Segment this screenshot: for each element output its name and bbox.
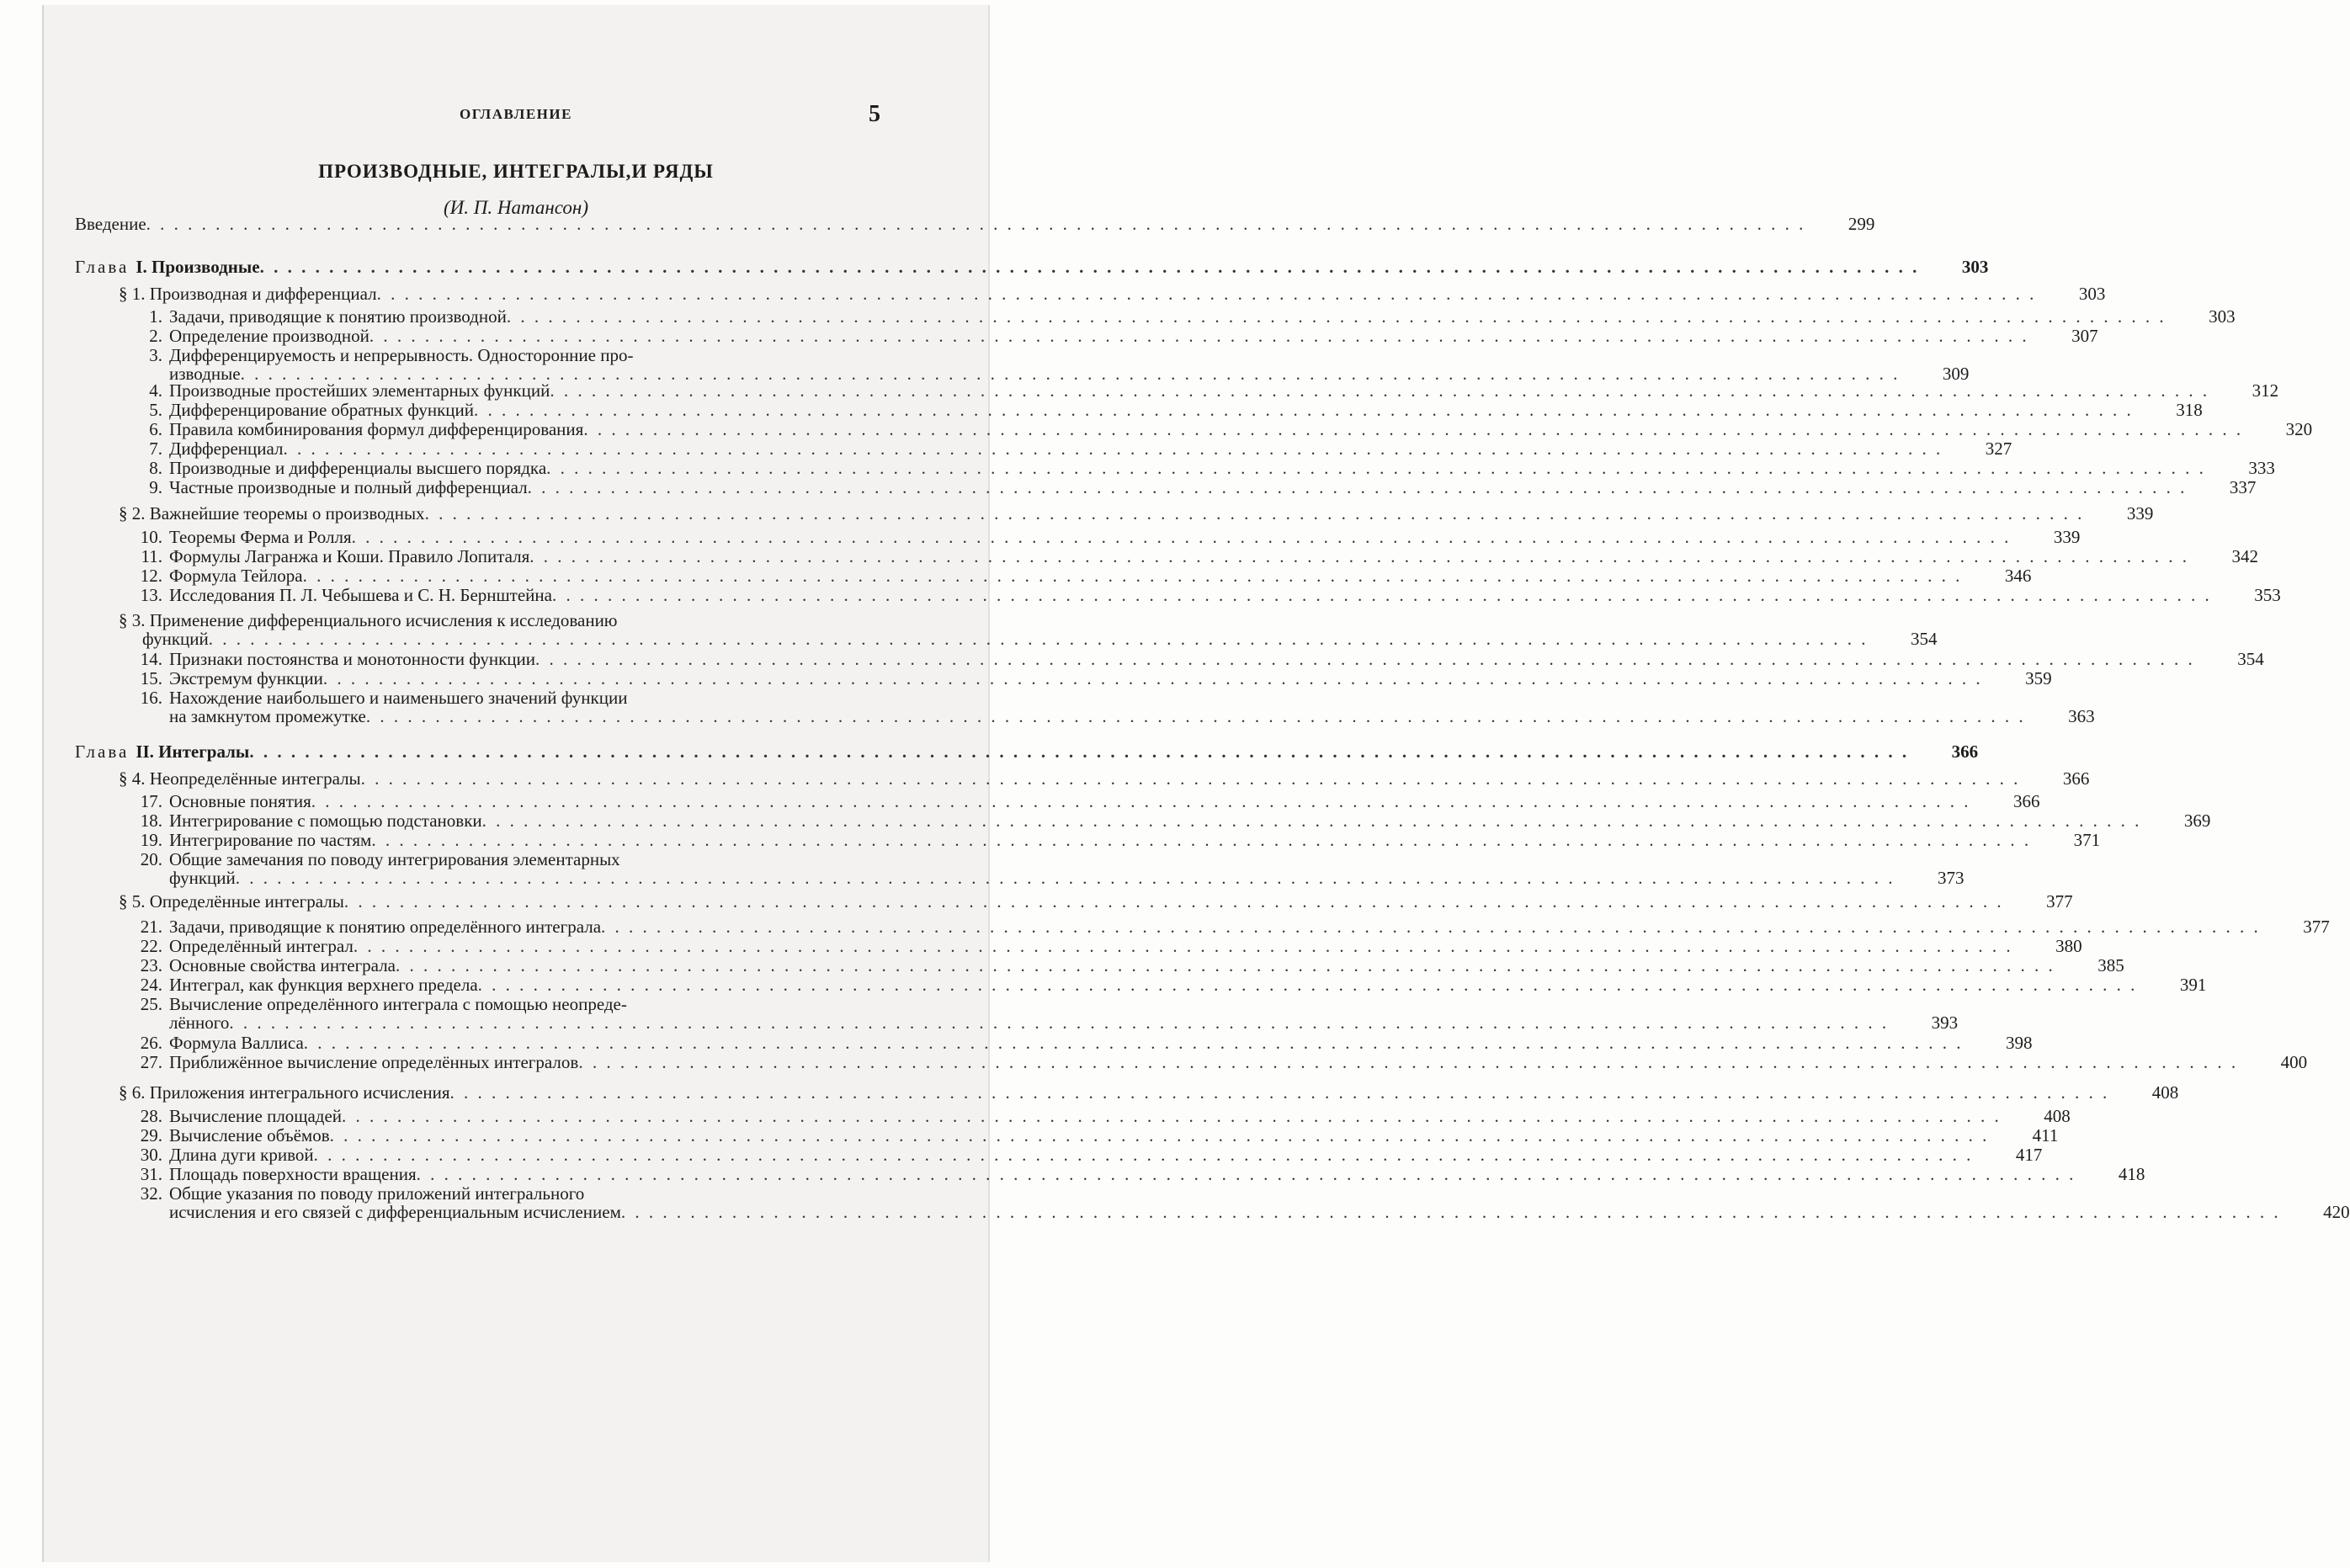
running-head: ОГЛАВЛЕНИЕ bbox=[460, 106, 572, 122]
toc-entry-item bbox=[125, 527, 2081, 547]
page-ref: 363 bbox=[2068, 706, 2095, 726]
entry-title: Вычисление объёмов bbox=[169, 1125, 330, 1145]
page-ref: 380 bbox=[2055, 936, 2082, 956]
toc-entry-item bbox=[125, 955, 2124, 975]
toc-entry-item bbox=[125, 546, 2259, 566]
entry-title: Дифференцирование обратных функций bbox=[169, 400, 474, 420]
toc-entry-item bbox=[125, 936, 2082, 956]
page-ref: 408 bbox=[2044, 1106, 2071, 1126]
entry-title: I. Производные bbox=[136, 257, 260, 277]
page-ref: 339 bbox=[2053, 527, 2081, 547]
entry-title-continuation: лённого bbox=[169, 1013, 230, 1033]
toc-entry-item bbox=[125, 326, 2098, 346]
toc-entry-section bbox=[119, 503, 2154, 524]
page-ref: 385 bbox=[2097, 955, 2124, 975]
toc-entry-item bbox=[125, 975, 2207, 995]
entry-title: Частные производные и полный дифференциал bbox=[169, 477, 528, 497]
entry-number: 4. bbox=[149, 380, 162, 401]
leader-dots: . . . . . . . . . . . . . . . . . . . . . . . . . . . . . . . . . . . . . . . . . . . . . . . . . . . . . . . . . . . . . . . . . . . . . . . . . . . . . . . . . . . . . . . . . . . . . . . . . . . . . . . . . . . . . . . . . . . . . . . . bbox=[474, 400, 2134, 420]
toc-entry-item bbox=[125, 585, 2281, 605]
leader-dots: . . . . . . . . . . . . . . . . . . . . . . . . . . . . . . . . . . . . . . . . . . . . . . . . . . . . . . . . . . . . . . . . . . . . . . . . . . . . . . . . . . . . . . . . . . . . . . . . . . . . . . . . . . . . . . . . . . . . . . . . bbox=[343, 891, 2004, 912]
leader-dots: . . . . . . . . . . . . . . . . . . . . . . . . . . . . . . . . . . . . . . . . . . . . . . . . . . . . . . . . . . . . . . . . . . . . . . . . . . . . . . . . . . . . . . . . . . . . . . . . . . . . . . . . . . . . . . . . . . . . . . . . bbox=[329, 1125, 1990, 1145]
toc-entry-item bbox=[125, 458, 2275, 478]
entry-title: § 6. Приложения интегрального исчисления bbox=[119, 1082, 450, 1103]
toc-entry-item bbox=[125, 1033, 2033, 1053]
page-ref: 318 bbox=[2176, 400, 2203, 420]
toc-entry-item bbox=[125, 668, 2052, 688]
entry-number: 7. bbox=[149, 439, 162, 459]
toc-entry-item bbox=[125, 1106, 2071, 1126]
leader-dots: . . . . . . . . . . . . . . . . . . . . . . . . . . . . . . . . . . . . . . . . . . . . . . . . . . . . . . . . . . . . . . . . . . . . . . . . . . . . . . . . . . . . . . . . . . . . . . . . . . . . . . . . . . . . . . . . . . . . . . . . bbox=[601, 917, 2261, 937]
toc-entry-item bbox=[125, 477, 2257, 497]
page-ref: 420 bbox=[2323, 1202, 2350, 1222]
entry-title: Длина дуги кривой bbox=[169, 1145, 314, 1165]
toc-entry-item bbox=[125, 994, 908, 1014]
leader-dots: . . . . . . . . . . . . . . . . . . . . . . . . . . . . . . . . . . . . . . . . . . . . . . . . . . . . . . . . . . . . . . . . . . . . . . . . . . . . . . . . . . . . . . . . . . . . . . . . . . . . . . . . . . . . . . . . . . . . . . . . bbox=[371, 830, 2032, 850]
toc-entry-item bbox=[125, 419, 2313, 439]
entry-number: 31. bbox=[140, 1164, 162, 1184]
page-ref: 408 bbox=[2151, 1082, 2179, 1103]
toc-entry-item bbox=[125, 688, 908, 708]
entry-title: Задачи, приводящие к понятию производной bbox=[169, 306, 507, 327]
toc-entry-continuation bbox=[169, 1013, 1959, 1033]
entry-title-continuation: исчисления и его связей с дифференциальным исчислением bbox=[169, 1202, 621, 1222]
toc-entry-item bbox=[125, 791, 2040, 811]
entry-number: 14. bbox=[140, 649, 162, 669]
page-ref: 393 bbox=[1931, 1013, 1959, 1033]
entry-title: § 4. Неопределённые интегралы bbox=[119, 768, 361, 789]
page-ref: 339 bbox=[2126, 503, 2154, 524]
toc-entry-section bbox=[119, 891, 2073, 912]
page-ref: 377 bbox=[2046, 891, 2073, 912]
toc-entry-section bbox=[119, 610, 908, 630]
leader-dots: . . . . . . . . . . . . . . . . . . . . . . . . . . . . . . . . . . . . . . . . . . . . . . . . . . . . . . . . . . . . . . . . . . . . . . . . . . . . . . . . . . . . . . . . . . . . . . . . . . . . . . . . . . . . . . . . . . . . . . . . bbox=[546, 458, 2206, 478]
page-ref: 312 bbox=[2252, 380, 2279, 401]
entry-title: Введение bbox=[75, 214, 146, 234]
leader-dots: . . . . . . . . . . . . . . . . . . . . . . . . . . . . . . . . . . . . . . . . . . . . . . . . . . . . . . . . . . . . . . . . . . . . . . . . . . . . . . . . . . . . . . . . . . . . . . . . . . . . . . . . . . . . . . . . . . . . . . . . bbox=[365, 706, 2026, 726]
entry-title: Приближённое вычисление определённых интегралов bbox=[169, 1052, 579, 1072]
entry-number: 10. bbox=[140, 527, 162, 547]
entry-title: Исследования П. Л. Чебышева и С. Н. Бернштейна bbox=[169, 585, 552, 605]
entry-title: Вычисление площадей bbox=[169, 1106, 343, 1126]
toc-entry-item bbox=[125, 1183, 908, 1204]
page-ref: 371 bbox=[2073, 830, 2101, 850]
entry-number: 17. bbox=[140, 791, 162, 811]
chapter-prefix: Глава bbox=[75, 257, 130, 277]
page-ref: 400 bbox=[2280, 1052, 2308, 1072]
entry-number: 15. bbox=[140, 668, 162, 688]
entry-title: Основные понятия bbox=[169, 791, 311, 811]
page-ref: 309 bbox=[1942, 364, 1970, 384]
entry-title: Производные и дифференциалы высшего порядка bbox=[169, 458, 547, 478]
entry-number: 24. bbox=[140, 975, 162, 995]
leader-dots: . . . . . . . . . . . . . . . . . . . . . . . . . . . . . . . . . . . . . . . . . . . . . . . . . . . . . . . . . . . . . . . . . . . . . . . . . . . . . . . . . . . . . . . . . . . . . . . . . . . . . . . . . . . . . . . . . . . . . . . . bbox=[229, 1013, 1890, 1033]
page-ref: 391 bbox=[2179, 975, 2207, 995]
page-ref: 299 bbox=[1848, 214, 1875, 234]
entry-title: Нахождение наибольшего и наименьшего значений функции bbox=[169, 688, 628, 708]
leader-dots: . . . . . . . . . . . . . . . . . . . . . . . . . . . . . . . . . . . . . . . . . . . . . . . . . . . . . . . . . . . . . . . . . . . . . . . . . . . . . . . . . . . . . . . . . . . . . . . . . . . . . . . . . . . . . . . . . . . . . . . . bbox=[283, 439, 1943, 459]
toc-entry-item bbox=[125, 917, 2330, 937]
toc-entry-chapter bbox=[75, 741, 1979, 762]
toc-entry-continuation bbox=[169, 1202, 2350, 1222]
leader-dots: . . . . . . . . . . . . . . . . . . . . . . . . . . . . . . . . . . . . . . . . . . . . . . . . . . . . . . . . . . . . . . . . . . . . . . . . . . . . . . . . . . . . . . . . . . . . . . . . . . . . . . . . . . . . . . . . . . . . . . . . bbox=[208, 629, 1869, 649]
toc-entry-item bbox=[125, 1052, 2308, 1072]
entry-number: 26. bbox=[140, 1033, 162, 1053]
entry-number: 2. bbox=[149, 326, 162, 346]
leader-dots: . . . . . . . . . . . . . . . . . . . . . . . . . . . . . . . . . . . . . . . . . . . . . . . . . . . . . . . . . . . . . . . . . . . . . . . . . . . . . . . . . . . . . . . . . . . . . . . . . . . . . . . . . . . . . . . . . . . . . . . . bbox=[506, 306, 2167, 327]
page-ref: 418 bbox=[2118, 1164, 2145, 1184]
entry-number: 5. bbox=[149, 400, 162, 420]
leader-dots: . . . . . . . . . . . . . . . . . . . . . . . . . . . . . . . . . . . . . . . . . . . . . . . . . . . . . . . . . . . . . . . . . . . . . . . . . . . . . . . . . . . . . . . . . . . . . . . . . . . . . . . . . . . . . . . . . . . . . . . . bbox=[302, 566, 1963, 586]
leader-dots: . . . . . . . . . . . . . . . . . . . . . . . . . . . . . . . . . . . . . . . . . . . . . . . . . . . . . . . . . . . . . . . . . . . . . . . . . . . . . . . . . . . . . . . . . . . . . . . . . . . . . . . . . . . . . . . . . . . . . . . . bbox=[416, 1164, 2076, 1184]
toc-entry-item bbox=[125, 306, 2236, 327]
toc-entry-continuation bbox=[169, 868, 1965, 888]
entry-number: 27. bbox=[140, 1052, 162, 1072]
toc-entry-item bbox=[125, 439, 2012, 459]
entry-title-continuation: на замкнутом промежутке bbox=[169, 706, 366, 726]
entry-title: Дифференциал bbox=[169, 439, 284, 459]
leader-dots: . . . . . . . . . . . . . . . . . . . . . . . . . . . . . . . . . . . . . . . . . . . . . . . . . . . . . . . . . . . . . . . . . . . . . . . . . . . . . . . . . . . . . . . . . . . . . . . . . . . . . . . . . . . . . . . . . . . . . . . . bbox=[529, 546, 2190, 566]
leader-dots: . . . . . . . . . . . . . . . . . . . . . . . . . . . . . . . . . . . . . . . . . . . . . . . . . . . . . . . . . . . . . . . . . . . . . . . . . . . . . . . . . . . . . . . . . . . . . . . . . . . . . . . . . . . . . . . . . . . . . . . . bbox=[527, 477, 2188, 497]
leader-dots: . . . . . . . . . . . . . . . . . . . . . . . . . . . . . . . . . . . . . . . . . . . . . . . . . . . . . . . . . . . . . . . . . . . . . . . . . . . . . . . . . . . . . . . . . . . . . . . . . . . . . . . . . . . . . . . . . . . . . . . . bbox=[578, 1052, 2239, 1072]
entry-number: 23. bbox=[140, 955, 162, 975]
entry-title: Интеграл, как функция верхнего предела bbox=[169, 975, 478, 995]
entry-number: 25. bbox=[140, 994, 162, 1014]
leader-dots: . . . . . . . . . . . . . . . . . . . . . . . . . . . . . . . . . . . . . . . . . . . . . . . . . . . . . . . . . . . . . . . . . . . . . . . . . . . . . . . . . . . . . . . . . . . . . . . . . . . . . . . . . . . . . . . . . . . . . . . . bbox=[360, 768, 2021, 789]
part-author: (И. П. Натансон) bbox=[444, 197, 588, 218]
entry-number: 21. bbox=[140, 917, 162, 937]
toc-entry-item bbox=[125, 1164, 2145, 1184]
leader-dots: . . . . . . . . . . . . . . . . . . . . . . . . . . . . . . . . . . . . . . . . . . . . . . . . . . . . . . . . . . . . . . . . . . . . . . . . . . . . . . . . . . . . . . . . . . . . . . . . . . . . . . . . . . . . . . . . . . . . . . . . bbox=[303, 1033, 1964, 1053]
leader-dots: . . . . . . . . . . . . . . . . . . . . . . . . . . . . . . . . . . . . . . . . . . . . . . . . . . . . . . . . . . . . . . . . . . . . . . . . . . . . . . . . . . . . . . . . . . . . . . . . . . . . . . . . . . . . . . . . . . . . . . . . bbox=[396, 955, 2055, 975]
entry-title: Общие замечания по поводу интегрирования элементарных bbox=[169, 849, 620, 869]
entry-title: Дифференцируемость и непрерывность. Односторонние про- bbox=[169, 345, 634, 365]
entry-number: 6. bbox=[149, 419, 162, 439]
page-ref: 342 bbox=[2231, 546, 2259, 566]
entry-title: II. Интегралы bbox=[136, 741, 250, 762]
chapter-prefix: Глава bbox=[75, 741, 130, 762]
page-ref: 303 bbox=[1961, 257, 1989, 277]
entry-title: Основные свойства интеграла bbox=[169, 955, 396, 975]
page-ref: 366 bbox=[1951, 741, 1979, 762]
toc-entry-item bbox=[125, 400, 2203, 420]
entry-title: Экстремум функции bbox=[169, 668, 323, 688]
entry-number: 8. bbox=[149, 458, 162, 478]
toc-entry-item bbox=[125, 1145, 2043, 1165]
toc-entry-item bbox=[125, 849, 908, 869]
toc-entry-item bbox=[125, 380, 2279, 401]
leader-dots: . . . . . . . . . . . . . . . . . . . . . . . . . . . . . . . . . . . . . . . . . . . . . . . . . . . . . . . . . . . . . . . . . . . . . . . . . . . . . . . . . . . . . . . . . . . . . . . . . . . . . . . . . . . . . . . . . . . . . . . . bbox=[550, 380, 2210, 401]
entry-title: Интегрирование по частям bbox=[169, 830, 372, 850]
page-ref: 354 bbox=[1911, 629, 1938, 649]
page-ref: 320 bbox=[2285, 419, 2313, 439]
entry-title: Формула Валлиса bbox=[169, 1033, 304, 1053]
entry-title: Определение производной bbox=[169, 326, 370, 346]
entry-title: Интегрирование с помощью подстановки bbox=[169, 811, 482, 831]
entry-number: 20. bbox=[140, 849, 162, 869]
leader-dots: . . . . . . . . . . . . . . . . . . . . . . . . . . . . . . . . . . . . . . . . . . . . . . . . . . . . . . . . . . . . . . . . . . . . . . . . . . . . . . . . . . . . . . . . . . . . . . . . . . . . . . . . . . . . . . . . . . . . . . . . bbox=[313, 1145, 1974, 1165]
leader-dots: . . . . . . . . . . . . . . . . . . . . . . . . . . . . . . . . . . . . . . . . . . . . . . . . . . . . . . . . . . . . . . . . . . . . . . . . . . . . . . . . . . . . . . . . . . . . . . . . . . . . . . . . . . . . . . . . . . . . . . . . bbox=[322, 668, 1983, 688]
entry-number: 1. bbox=[149, 306, 162, 327]
leader-dots: . . . . . . . . . . . . . . . . . . . . . . . . . . . . . . . . . . . . . . . . . . . . . . . . . . . . . . . . . . . . . . . . . . . . . . . . . . . . . . . . . . . . . . . . . . . . . . . . . . . . . . . . . . . . . . . . . . . . . . . . bbox=[481, 811, 2142, 831]
toc-entry-continuation bbox=[169, 706, 2095, 726]
leader-dots: . . . . . . . . . . . . . . . . . . . . . . . . . . . . . . . . . . . . . . . . . . . . . . . . . . . . . . . . . . . . . . . . . . . . . . . . . . . . . . . . . . . . . . . . . . . . . . . . . . . . . . . . . . . . . . . . . . . . . . . . bbox=[376, 284, 2037, 304]
leader-dots: . . . . . . . . . . . . . . . . . . . . . . . . . . . . . . . . . . . . . . . . . . . . . . . . . . . . . . . . . . . . . . . . . . . . . . . . . . . . . . . . . . . . . . . . . . . . . . . . . . . . . . . . . . . . . . . . . . . . . . . . bbox=[620, 1202, 2281, 1222]
entry-number: 13. bbox=[140, 585, 162, 605]
toc-entry-section bbox=[119, 768, 2090, 789]
entry-title-continuation: функций bbox=[142, 629, 209, 649]
entry-title: § 2. Важнейшие теоремы о производных bbox=[119, 503, 425, 524]
entry-title: Площадь поверхности вращения bbox=[169, 1164, 417, 1184]
entry-title: Признаки постоянства и монотонности функции bbox=[169, 649, 536, 669]
leader-dots: . . . . . . . . . . . . . . . . . . . . . . . . . . . . . . . . . . . . . . . . . . . . . . . . . . . . . . . . . . . . . . . . . . . . . . . . . . . . . . . . . . . . . . . . . . . . . . . . . . . . . . . . . . . . . . . . . . . . . . . . bbox=[235, 868, 1895, 888]
entry-title: Теоремы Ферма и Ролля bbox=[169, 527, 352, 547]
page-ref: 369 bbox=[2183, 811, 2211, 831]
toc-entry-item bbox=[125, 566, 2032, 586]
toc-entry-item bbox=[125, 649, 2264, 669]
page-ref: 366 bbox=[2062, 768, 2090, 789]
leader-dots: . . . . . . . . . . . . . . . . . . . . . . . . . . . . . . . . . . . . . . . . . . . . . . . . . . . . . . . . . . . . . . . . . . . . . . . . . . . . . . . . . . . . . . . . . . . . . . . . . . . . . . . . . . . . . . . . . . . . . . . . bbox=[249, 741, 1910, 762]
page-ref: 346 bbox=[2004, 566, 2032, 586]
entry-title: Задачи, приводящие к понятию определённого интеграла bbox=[169, 917, 602, 937]
entry-title: Производные простейших элементарных функций bbox=[169, 380, 550, 401]
toc-entry-item bbox=[125, 830, 2101, 850]
leader-dots: . . . . . . . . . . . . . . . . . . . . . . . . . . . . . . . . . . . . . . . . . . . . . . . . . . . . . . . . . . . . . . . . . . . . . . . . . . . . . . . . . . . . . . . . . . . . . . . . . . . . . . . . . . . . . . . . . . . . . . . . bbox=[311, 791, 1971, 811]
entry-number: 19. bbox=[140, 830, 162, 850]
toc-entry-intro bbox=[75, 214, 1875, 234]
entry-title-continuation: изводные bbox=[169, 364, 241, 384]
leader-dots: . . . . . . . . . . . . . . . . . . . . . . . . . . . . . . . . . . . . . . . . . . . . . . . . . . . . . . . . . . . . . . . . . . . . . . . . . . . . . . . . . . . . . . . . . . . . . . . . . . . . . . . . . . . . . . . . . . . . . . . . bbox=[146, 214, 1806, 234]
toc-entry-chapter bbox=[75, 257, 1989, 277]
entry-title: § 1. Производная и дифференциал bbox=[119, 284, 377, 304]
entry-title: Определённый интеграл bbox=[169, 936, 354, 956]
part-title: ПРОИЗВОДНЫЕ, ИНТЕГРАЛЫ,И РЯДЫ bbox=[318, 161, 714, 182]
entry-number: 30. bbox=[140, 1145, 162, 1165]
page-ref: 398 bbox=[2006, 1033, 2033, 1053]
leader-dots: . . . . . . . . . . . . . . . . . . . . . . . . . . . . . . . . . . . . . . . . . . . . . . . . . . . . . . . . . . . . . . . . . . . . . . . . . . . . . . . . . . . . . . . . . . . . . . . . . . . . . . . . . . . . . . . . . . . . . . . . bbox=[583, 419, 2244, 439]
entry-title-continuation: функций bbox=[169, 868, 236, 888]
page-ref: 353 bbox=[2254, 585, 2281, 605]
toc-entry-item bbox=[125, 1125, 2059, 1145]
leader-dots: . . . . . . . . . . . . . . . . . . . . . . . . . . . . . . . . . . . . . . . . . . . . . . . . . . . . . . . . . . . . . . . . . . . . . . . . . . . . . . . . . . . . . . . . . . . . . . . . . . . . . . . . . . . . . . . . . . . . . . . . bbox=[342, 1106, 2002, 1126]
page-ref: 307 bbox=[2071, 326, 2098, 346]
entry-title: § 5. Определённые интегралы bbox=[119, 891, 344, 912]
entry-number: 32. bbox=[140, 1183, 162, 1204]
entry-number: 12. bbox=[140, 566, 162, 586]
page-ref: 303 bbox=[2078, 284, 2106, 304]
entry-title: Формула Тейлора bbox=[169, 566, 303, 586]
entry-title: § 3. Применение дифференциального исчисления к исследованию bbox=[119, 610, 618, 630]
leader-dots: . . . . . . . . . . . . . . . . . . . . . . . . . . . . . . . . . . . . . . . . . . . . . . . . . . . . . . . . . . . . . . . . . . . . . . . . . . . . . . . . . . . . . . . . . . . . . . . . . . . . . . . . . . . . . . . . . . . . . . . . bbox=[449, 1082, 2110, 1103]
page-ref: 337 bbox=[2229, 477, 2257, 497]
entry-number: 11. bbox=[141, 546, 162, 566]
entry-number: 9. bbox=[149, 477, 162, 497]
leader-dots: . . . . . . . . . . . . . . . . . . . . . . . . . . . . . . . . . . . . . . . . . . . . . . . . . . . . . . . . . . . . . . . . . . . . . . . . . . . . . . . . . . . . . . . . . . . . . . . . . . . . . . . . . . . . . . . . . . . . . . . . bbox=[551, 585, 2212, 605]
page-ref: 411 bbox=[2032, 1125, 2059, 1145]
toc-entry-item bbox=[125, 811, 2211, 831]
entry-number: 22. bbox=[140, 936, 162, 956]
toc-entry-item bbox=[125, 345, 908, 365]
leader-dots: . . . . . . . . . . . . . . . . . . . . . . . . . . . . . . . . . . . . . . . . . . . . . . . . . . . . . . . . . . . . . . . . . . . . . . . . . . . . . . . . . . . . . . . . . . . . . . . . . . . . . . . . . . . . . . . . . . . . . . . . bbox=[353, 936, 2013, 956]
leader-dots: . . . . . . . . . . . . . . . . . . . . . . . . . . . . . . . . . . . . . . . . . . . . . . . . . . . . . . . . . . . . . . . . . . . . . . . . . . . . . . . . . . . . . . . . . . . . . . . . . . . . . . . . . . . . . . . . . . . . . . . . bbox=[424, 503, 2085, 524]
page-ref: 354 bbox=[2237, 649, 2264, 669]
page-ref: 327 bbox=[1985, 439, 2012, 459]
page-ref: 366 bbox=[2013, 791, 2040, 811]
leader-dots: . . . . . . . . . . . . . . . . . . . . . . . . . . . . . . . . . . . . . . . . . . . . . . . . . . . . . . . . . . . . . . . . . . . . . . . . . . . . . . . . . . . . . . . . . . . . . . . . . . . . . . . . . . . . . . . . . . . . . . . . bbox=[369, 326, 2029, 346]
page-ref: 303 bbox=[2209, 306, 2236, 327]
leader-dots: . . . . . . . . . . . . . . . . . . . . . . . . . . . . . . . . . . . . . . . . . . . . . . . . . . . . . . . . . . . . . . . . . . . . . . . . . . . . . . . . . . . . . . . . . . . . . . . . . . . . . . . . . . . . . . . . . . . . . . . . bbox=[240, 364, 1901, 384]
page-ref: 359 bbox=[2025, 668, 2052, 688]
entry-title: Общие указания по поводу приложений интегрального bbox=[169, 1183, 585, 1204]
toc-entry-section bbox=[119, 1082, 2179, 1103]
entry-number: 28. bbox=[140, 1106, 162, 1126]
entry-number: 3. bbox=[149, 345, 162, 365]
page-ref: 377 bbox=[2303, 917, 2330, 937]
entry-number: 16. bbox=[140, 688, 162, 708]
entry-title: Формулы Лагранжа и Коши. Правило Лопиталя bbox=[169, 546, 530, 566]
page-ref: 417 bbox=[2015, 1145, 2043, 1165]
book-page bbox=[42, 5, 2350, 1562]
page-number: 5 bbox=[869, 101, 880, 127]
toc-entry-continuation bbox=[142, 629, 1938, 649]
leader-dots: . . . . . . . . . . . . . . . . . . . . . . . . . . . . . . . . . . . . . . . . . . . . . . . . . . . . . . . . . . . . . . . . . . . . . . . . . . . . . . . . . . . . . . . . . . . . . . . . . . . . . . . . . . . . . . . . . . . . . . . . bbox=[535, 649, 2195, 669]
leader-dots: . . . . . . . . . . . . . . . . . . . . . . . . . . . . . . . . . . . . . . . . . . . . . . . . . . . . . . . . . . . . . . . . . . . . . . . . . . . . . . . . . . . . . . . . . . . . . . . . . . . . . . . . . . . . . . . . . . . . . . . . bbox=[259, 257, 1920, 277]
page-ref: 333 bbox=[2248, 458, 2275, 478]
entry-number: 18. bbox=[140, 811, 162, 831]
entry-title: Вычисление определённого интеграла с помощью неопреде- bbox=[169, 994, 627, 1014]
entry-number: 29. bbox=[140, 1125, 162, 1145]
toc-entry-section bbox=[119, 284, 2106, 304]
leader-dots: . . . . . . . . . . . . . . . . . . . . . . . . . . . . . . . . . . . . . . . . . . . . . . . . . . . . . . . . . . . . . . . . . . . . . . . . . . . . . . . . . . . . . . . . . . . . . . . . . . . . . . . . . . . . . . . . . . . . . . . . bbox=[477, 975, 2138, 995]
page-ref: 373 bbox=[1938, 868, 1965, 888]
leader-dots: . . . . . . . . . . . . . . . . . . . . . . . . . . . . . . . . . . . . . . . . . . . . . . . . . . . . . . . . . . . . . . . . . . . . . . . . . . . . . . . . . . . . . . . . . . . . . . . . . . . . . . . . . . . . . . . . . . . . . . . . bbox=[351, 527, 2012, 547]
entry-title: Правила комбинирования формул дифференцирования bbox=[169, 419, 584, 439]
